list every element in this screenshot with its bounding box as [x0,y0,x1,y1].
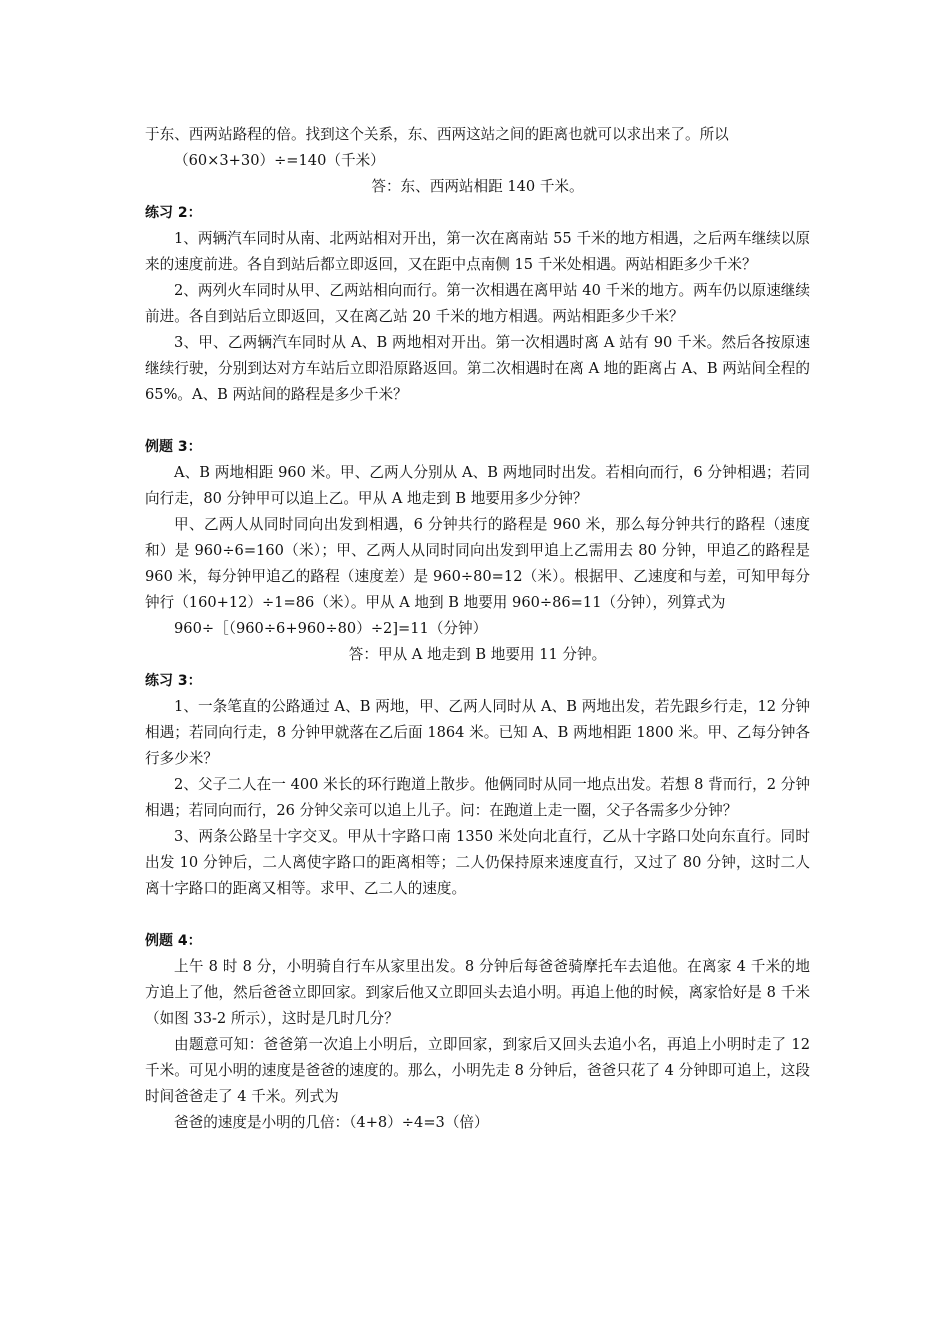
practice2-item-1: 1、两辆汽车同时从南、北两站相对开出，第一次在离南站 55 千米的地方相遇，之后两车继续以原来的速度前进。各自到站后都立即返回，又在距中点南侧 15 千米处相遇。两站相距多少千米？ [145,230,810,273]
example3-problem: A、B 两地相距 960 米。甲、乙两人分别从 A、B 两地同时出发。若相向而行，6 分钟相遇；若同向行走，80 分钟甲可以追上乙。甲从 A 地走到 B 地要用多少分钟？ [145,464,810,507]
document-page [145,122,810,1136]
section-gap [145,408,810,434]
example3-formula: 960÷［（960÷6+960÷80）÷2]=11（分钟） [174,620,488,637]
example4-problem: 上午 8 时 8 分，小明骑自行车从家里出发。8 分钟后每爸爸骑摩托车去追他。在离家 4 千米的地方追上了他，然后爸爸立即回家。到家后他又立即回头去追小明。再追上他的时候，离家恰好是 8 千米（如图 33-2 所示），这时是几时几分？ [145,958,810,1027]
intro-paragraph: 于东、西两站路程的倍。找到这个关系，东、西两这站之间的距离也就可以求出来了。所以 [145,126,729,143]
section-gap [145,902,810,928]
example3-heading: 例题 3： [145,439,202,455]
example4-solution: 由题意可知：爸爸第一次追上小明后，立即回家，到家后又回头去追小名，再追上小明时走了 12 千米。可见小明的速度是爸爸的速度的。那么，小明先走 8 分钟后，爸爸只花了 4 分钟即可追上，这段时间爸爸走了 4 千米。列式为 [145,1036,810,1105]
example3-answer: 答：甲从 A 地走到 B 地要用 11 分钟。 [348,646,607,663]
practice3-item-1: 1、一条笔直的公路通过 A、B 两地，甲、乙两人同时从 A、B 两地出发，若先跟乡行走，12 分钟相遇；若同向行走，8 分钟甲就落在乙后面 1864 米。已知 A、B 两地相距 1800 米。甲、乙每分钟各行多少米？ [145,698,810,767]
practice3-heading: 练习 3： [145,673,202,689]
example4-formula: 爸爸的速度是小明的几倍：（4+8）÷4=3（倍） [174,1114,489,1131]
example4-heading: 例题 4： [145,933,202,949]
practice2-item-3: 3、甲、乙两辆汽车同时从 A、B 两地相对开出。第一次相遇时离 A 站有 90 千米。然后各按原速继续行驶，分别到达对方车站后立即沿原路返回。第二次相遇时在离 A 地的距离占 A、B 两站间全程的 65%。A、B 两站间的路程是多少千米？ [145,334,810,403]
practice2-heading: 练习 2： [145,205,202,221]
practice3-item-2: 2、父子二人在一 400 米长的环行跑道上散步。他俩同时从同一地点出发。若想 8 背而行，2 分钟相遇；若同向而行，26 分钟父亲可以追上儿子。问：在跑道上走一圈，父子各需多少分钟？ [145,776,810,819]
practice3-item-3: 3、两条公路呈十字交叉。甲从十字路口南 1350 米处向北直行，乙从十字路口处向东直行。同时出发 10 分钟后，二人离使字路口的距离相等；二人仍保持原来速度直行，又过了 80 分钟，这时二人离十字路口的距离又相等。求甲、乙二人的速度。 [145,828,810,897]
example3-solution: 甲、乙两人从同时同向出发到相遇，6 分钟共行的路程是 960 米，那么每分钟共行的路程（速度和）是 960÷6=160（米）；甲、乙两人从同时同向出发到甲追上乙需用去 80 分钟，甲追乙的路程是 960 米，每分钟甲追乙的路程（速度差）是 960÷80=12（米）。根据甲、乙速度和与差，可知甲每分钟行（160+12）÷1=86（米）。甲从 A 地到 B 地要用 960÷86=11（分钟），列算式为 [145,516,810,611]
practice2-item-2: 2、两列火车同时从甲、乙两站相向而行。第一次相遇在离甲站 40 千米的地方。两车仍以原速继续前进。各自到站后立即返回，又在离乙站 20 千米的地方相遇。两站相距多少千米？ [145,282,810,325]
intro-formula: （60×3+30）÷=140（千米） [174,152,385,169]
intro-answer: 答：东、西两站相距 140 千米。 [371,178,584,195]
